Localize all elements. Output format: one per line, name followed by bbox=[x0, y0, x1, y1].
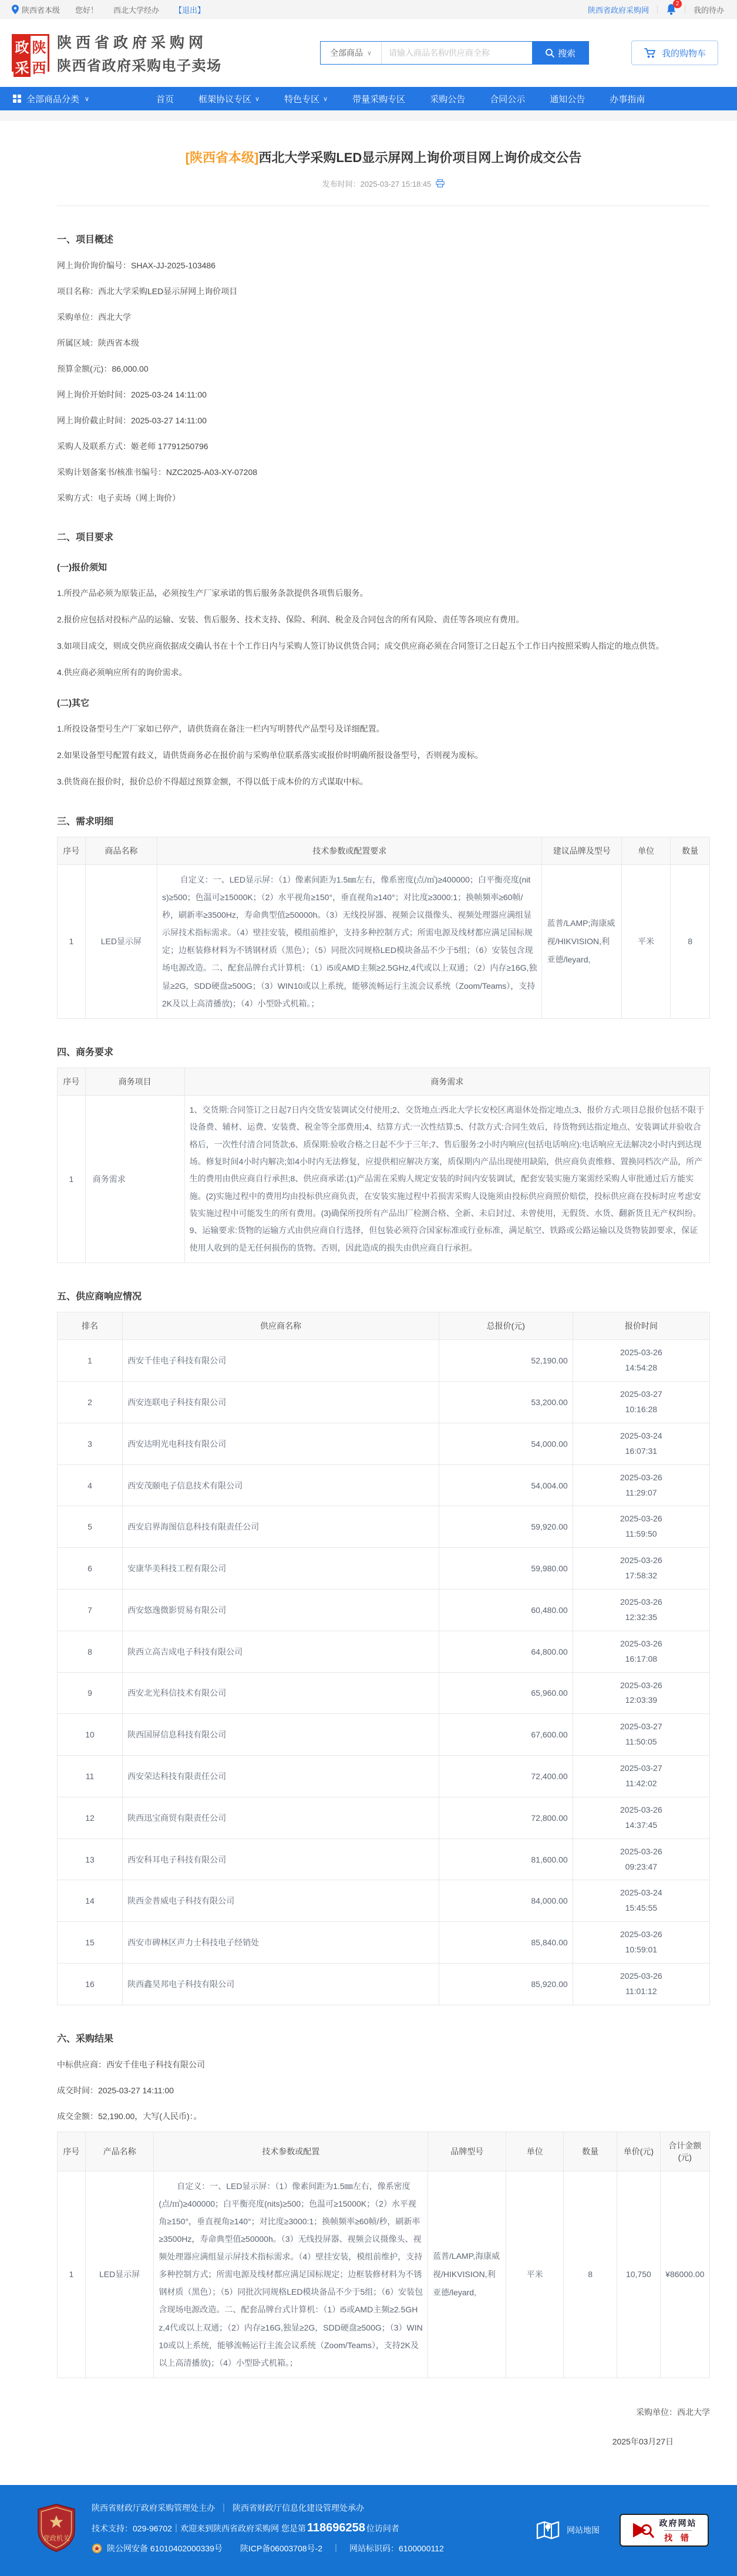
site-logo[interactable] bbox=[12, 31, 222, 75]
logo-seal bbox=[12, 34, 49, 76]
section-overview-heading: 一、项目概述 bbox=[57, 235, 114, 245]
table-row bbox=[58, 1340, 710, 1382]
field-label: 成交时间： bbox=[57, 2085, 98, 2095]
business-no: 1 bbox=[58, 1095, 86, 1263]
field-label: 网上询价询价编号： bbox=[57, 261, 131, 270]
supplier-time: 2025-03-26 14:54:28 bbox=[573, 1340, 709, 1382]
other-item: 1.所投设备型号生产厂家如已停产，请供货商在备注一栏内写明替代产品型号及详细配置。 bbox=[57, 724, 385, 733]
nav-item-volume-purchase-zone[interactable] bbox=[352, 93, 405, 105]
result-unit-price: 10,750 bbox=[617, 2171, 660, 2378]
field-label: 网上询价开始时间： bbox=[57, 390, 131, 399]
divider bbox=[657, 5, 658, 14]
supplier-name: 西安北光科信技术有限公司 bbox=[123, 1672, 439, 1714]
result-unit: 平米 bbox=[506, 2171, 564, 2378]
field-project-name bbox=[57, 285, 710, 297]
nav-item-label: 首页 bbox=[156, 94, 174, 105]
col-header: 产品名称 bbox=[85, 2131, 154, 2171]
field-start-time bbox=[57, 389, 710, 400]
search-bar bbox=[320, 41, 589, 65]
field-value: 西北大学 bbox=[98, 312, 131, 322]
col-header: 技术参数或配置要求 bbox=[157, 837, 542, 865]
field-winner bbox=[57, 2059, 710, 2070]
suppliers-table bbox=[57, 1312, 710, 2005]
col-header: 单价(元) bbox=[617, 2131, 660, 2171]
demand-qty: 8 bbox=[671, 865, 710, 1019]
catalog-menu-button[interactable] bbox=[0, 93, 134, 105]
field-deadline bbox=[57, 415, 710, 426]
seal-char: 陕 bbox=[31, 36, 48, 56]
supplier-time: 2025-03-26 16:17:08 bbox=[573, 1631, 709, 1672]
supplier-rank: 9 bbox=[58, 1672, 123, 1714]
seal-char: 采 bbox=[14, 56, 31, 77]
top-utility-bar bbox=[0, 0, 737, 19]
todo-link[interactable]: 我的待办 bbox=[693, 5, 724, 15]
business-table bbox=[57, 1068, 710, 1264]
notice-item: 1.所投产品必须为原装正品，必须按生产厂家承诺的售后服务条款提供各项售后服务。 bbox=[57, 588, 368, 598]
nav-sub-strip bbox=[0, 110, 737, 121]
section-result-heading: 六、采购结果 bbox=[57, 2033, 114, 2044]
badge-line2: 找 错 bbox=[664, 2530, 692, 2544]
nav-item-label: 通知公告 bbox=[550, 94, 585, 105]
supplier-time: 2025-03-26 11:59:50 bbox=[573, 1506, 709, 1548]
nav-item-contract-publicity[interactable] bbox=[490, 93, 525, 105]
field-value: 52,190.00，大写(人民币)：。 bbox=[98, 2111, 202, 2121]
supplier-name: 西安千佳电子科技有限公司 bbox=[123, 1340, 439, 1382]
field-deal-amount bbox=[57, 2110, 710, 2122]
table-row bbox=[58, 1423, 710, 1464]
search-button-label: 搜索 bbox=[557, 48, 576, 59]
other-item: 2.如果设备型号配置有歧义，请供货商务必在报价前与采购单位联系落实或报价时明确所报设备型号，否则视为废标。 bbox=[57, 750, 483, 760]
search-icon bbox=[545, 48, 554, 58]
gov-site-error-report-badge[interactable] bbox=[620, 2514, 709, 2547]
demand-table bbox=[57, 837, 710, 1019]
signature-purchaser: 采购单位：西北大学 bbox=[636, 2407, 710, 2417]
nav-item-procurement-announcements[interactable] bbox=[430, 93, 465, 105]
supplier-price: 52,190.00 bbox=[439, 1340, 573, 1382]
nav-item-featured-zone[interactable] bbox=[284, 93, 328, 105]
col-header: 序号 bbox=[58, 1068, 86, 1095]
notification-bell[interactable] bbox=[666, 1, 679, 15]
table-row bbox=[58, 1963, 710, 2005]
table-row bbox=[58, 1095, 710, 1263]
other-heading: (二)其它 bbox=[57, 698, 89, 708]
party-gov-shield-badge bbox=[36, 2504, 76, 2555]
supplier-rank: 14 bbox=[58, 1880, 123, 1922]
table-header-row bbox=[58, 837, 710, 865]
footer bbox=[0, 2485, 737, 2576]
site-header bbox=[0, 19, 737, 87]
user-name: 西北大学经办 bbox=[113, 5, 160, 15]
sitemap-link[interactable] bbox=[536, 2520, 600, 2541]
chevron-down-icon: ∨ bbox=[323, 95, 328, 103]
grid-icon bbox=[13, 95, 21, 103]
supplier-rank: 1 bbox=[58, 1340, 123, 1382]
field-purchaser bbox=[57, 311, 710, 323]
nav-item-service-guide[interactable] bbox=[610, 93, 645, 105]
supplier-price: 59,980.00 bbox=[439, 1548, 573, 1590]
table-row bbox=[58, 1382, 710, 1423]
supplier-time: 2025-03-26 11:29:07 bbox=[573, 1464, 709, 1506]
col-header: 单位 bbox=[622, 837, 671, 865]
supplier-price: 81,600.00 bbox=[439, 1838, 573, 1880]
public-security-emblem-icon bbox=[92, 2543, 102, 2554]
field-value: 2025-03-27 14:11:00 bbox=[98, 2085, 174, 2095]
field-label: 采购人及联系方式： bbox=[57, 442, 131, 451]
supplier-name: 西安启界海图信息科技有限责任公司 bbox=[123, 1506, 439, 1548]
field-value: NZC2025-A03-XY-07208 bbox=[166, 467, 258, 477]
notice-item: 3.如项目成交，则成交供应商依据成交确认书在十个工作日内与采购人签订协议供货合同；成交供应商必须在合同签订之日起五个工作日内按照采购人指定的地点供货。 bbox=[57, 641, 664, 651]
field-value: 西北大学采购LED显示屏网上询价项目 bbox=[98, 287, 238, 296]
table-row bbox=[58, 1756, 710, 1797]
publish-time-value: 2025-03-27 15:18:45 bbox=[360, 180, 432, 188]
supplier-name: 西安达明光电科技有限公司 bbox=[123, 1423, 439, 1464]
supplier-time: 2025-03-26 11:01:12 bbox=[573, 1963, 709, 2005]
location-label: 陕西省本级 bbox=[22, 5, 60, 15]
field-inquiry-no bbox=[57, 260, 710, 271]
field-label: 网上询价截止时间： bbox=[57, 416, 131, 425]
footer-organizer-line: 陕西省财政厅政府采购管理处主办 ｜ 陕西省财政厅信息化建设管理处承办 bbox=[92, 2503, 364, 2513]
col-header: 单位 bbox=[506, 2131, 564, 2171]
col-header: 报价时间 bbox=[573, 1312, 709, 1340]
field-budget bbox=[57, 363, 710, 375]
col-header: 数量 bbox=[671, 837, 710, 865]
field-method bbox=[57, 492, 710, 504]
signature-date: 2025年03月27日 bbox=[612, 2436, 674, 2446]
badge-line1: 政府网站 bbox=[659, 2518, 697, 2528]
supplier-price: 54,000.00 bbox=[439, 1423, 573, 1464]
table-row bbox=[58, 1880, 710, 1922]
supplier-time: 2025-03-24 16:07:31 bbox=[573, 1423, 709, 1464]
supplier-name: 西安连联电子科技有限公司 bbox=[123, 1382, 439, 1423]
col-header: 排名 bbox=[58, 1312, 123, 1340]
business-item: 商务需求 bbox=[85, 1095, 184, 1263]
section-business-heading: 四、商务要求 bbox=[57, 1047, 114, 1058]
supplier-price: 85,840.00 bbox=[439, 1922, 573, 1964]
section-suppliers-heading: 五、供应商响应情况 bbox=[57, 1292, 142, 1302]
nav-item-label: 特色专区 bbox=[284, 94, 320, 105]
supplier-time: 2025-03-24 15:45:55 bbox=[573, 1880, 709, 1922]
supplier-rank: 6 bbox=[58, 1548, 123, 1590]
nav-item-label: 办事指南 bbox=[610, 94, 645, 105]
supplier-rank: 11 bbox=[58, 1756, 123, 1797]
nav-item-label: 带量采购专区 bbox=[352, 94, 406, 105]
chevron-down-icon: ∨ bbox=[255, 95, 260, 103]
table-header-row bbox=[58, 1068, 710, 1095]
table-row bbox=[58, 2171, 710, 2378]
publish-time-row bbox=[57, 178, 710, 189]
supplier-time: 2025-03-27 10:16:28 bbox=[573, 1382, 709, 1423]
supplier-time: 2025-03-26 09:23:47 bbox=[573, 1838, 709, 1880]
cart-icon bbox=[644, 47, 657, 59]
cart-button-label: 我的购物车 bbox=[661, 48, 706, 59]
table-header-row bbox=[58, 2131, 710, 2171]
field-label: 项目名称： bbox=[57, 287, 98, 296]
field-value: 姬老师 17791250796 bbox=[131, 442, 208, 451]
footer-support-line: 技术支持：029-96702｜欢迎来到陕西省政府采购网 您是第 118696258 位访问者 bbox=[92, 2521, 399, 2534]
search-category-label: 全部商品 bbox=[329, 48, 363, 58]
field-label: 采购单位： bbox=[57, 312, 98, 322]
location-selector[interactable] bbox=[12, 4, 60, 15]
supplier-time: 2025-03-26 10:59:01 bbox=[573, 1922, 709, 1964]
chevron-down-icon: ∨ bbox=[85, 95, 90, 103]
supplier-name: 陕西立高吉成电子科技有限公司 bbox=[123, 1631, 439, 1672]
announcement-content bbox=[57, 148, 710, 2453]
notice-item: 2.报价应包括对投标产品的运输、安装、售后服务、技术支持、保险、利润、税金及合同包含的所有风险、责任等各项应有费用。 bbox=[57, 615, 524, 624]
field-value: 86,000.00 bbox=[112, 364, 149, 373]
field-label: 中标供应商： bbox=[57, 2059, 106, 2069]
supplier-rank: 4 bbox=[58, 1464, 123, 1506]
supplier-name: 陕西迅宝商贸有限责任公司 bbox=[123, 1797, 439, 1838]
supplier-price: 67,600.00 bbox=[439, 1714, 573, 1756]
field-value: 陕西省本级 bbox=[98, 338, 139, 348]
result-total: ¥86000.00 bbox=[660, 2171, 709, 2378]
nav-item-label: 采购公告 bbox=[430, 94, 466, 105]
supplier-name: 西安荣达科技有限责任公司 bbox=[123, 1756, 439, 1797]
supplier-name: 陕西金普威电子科技有限公司 bbox=[123, 1880, 439, 1922]
table-row bbox=[58, 1464, 710, 1506]
icp-filing-link[interactable]: 陕ICP备06003708号-2 bbox=[240, 2543, 322, 2553]
result-spec: 自定义：一、LED显示屏：（1）像素间距为1.5㎜左右，像系密度(点/㎡)≥400000；白平衡亮度(nits)≥500；色温可≥15000K；（2）水平视角≥150°，垂直视角≥140°；对比度≥3000:1；换帧频率≥60帧/秒，刷新率≥3500Hz，寿命典型值≥50000h。（3）无线投屏器、视频会议摄像头、视频处理器应满组显示屏技术指标需求。（4）壁挂安装，模组前维护，支持多种控制方式；所需电源及线材都应满足国标规定；边框装修材料为不锈钢材质（黑色）；（5）同批次同规格LED模块备品不少于5组；（6）安装包含现场电源改造。二、配套品牌台式计算机：（1）i5或AMD主频≥2.5GHz,4代或以上双通；（2）内存≥16G,独显≥2G，SDD硬盘≥500G；（3）WIN10或以上系统，能够流畅运行主流会议系统（Zoom/Teams），支持2K及以上高清播放)；（4）小型卧式机箱。； bbox=[154, 2171, 428, 2378]
quote-notice-heading: (一)报价须知 bbox=[57, 563, 107, 573]
print-icon[interactable] bbox=[436, 179, 445, 188]
seal-char: 西 bbox=[31, 56, 48, 77]
supplier-rank: 2 bbox=[58, 1382, 123, 1423]
field-contact bbox=[57, 440, 710, 452]
table-row bbox=[58, 1797, 710, 1838]
table-row bbox=[58, 1672, 710, 1714]
error-finder-icon bbox=[632, 2520, 654, 2541]
chevron-down-icon: ∨ bbox=[366, 49, 372, 57]
catalog-label: 全部商品分类 bbox=[26, 94, 80, 105]
supplier-rank: 8 bbox=[58, 1631, 123, 1672]
demand-product-name: LED显示屏 bbox=[85, 865, 157, 1019]
field-plan-no bbox=[57, 466, 710, 478]
col-header: 品牌型号 bbox=[428, 2131, 506, 2171]
site-title-line2: 陕西省政府采购电子卖场 bbox=[57, 58, 222, 74]
supplier-price: 64,800.00 bbox=[439, 1631, 573, 1672]
table-row bbox=[58, 1631, 710, 1672]
col-header: 总报价(元) bbox=[439, 1312, 573, 1340]
table-row bbox=[58, 1548, 710, 1590]
col-header: 商务需求 bbox=[184, 1068, 709, 1095]
nav-item-home[interactable] bbox=[156, 93, 174, 105]
field-value: SHAX-JJ-2025-103486 bbox=[131, 261, 216, 270]
supplier-price: 53,200.00 bbox=[439, 1382, 573, 1423]
site-home-link[interactable]: 陕西省政府采购网 bbox=[587, 5, 649, 15]
location-pin-icon bbox=[12, 5, 19, 14]
supplier-name: 西安悠逸微影贸易有限公司 bbox=[123, 1589, 439, 1631]
supplier-rank: 10 bbox=[58, 1714, 123, 1756]
table-row bbox=[58, 1714, 710, 1756]
region-tag: [陕西省本级] bbox=[185, 150, 259, 165]
supplier-price: 72,400.00 bbox=[439, 1756, 573, 1797]
field-region bbox=[57, 337, 710, 349]
search-button[interactable] bbox=[532, 42, 588, 64]
result-qty: 8 bbox=[564, 2171, 617, 2378]
supplier-time: 2025-03-27 11:50:05 bbox=[573, 1714, 709, 1756]
result-brand: 蓝普/LAMP,海康威视/HIKVISION,利亚德/leyard, bbox=[428, 2171, 506, 2378]
table-row bbox=[58, 1589, 710, 1631]
field-label: 采购方式： bbox=[57, 493, 98, 503]
field-deal-time bbox=[57, 2085, 710, 2096]
sitemap-label: 网站地图 bbox=[567, 2526, 600, 2535]
result-table bbox=[57, 2131, 710, 2378]
field-value: 2025-03-24 14:11:00 bbox=[131, 390, 207, 399]
supplier-name: 陕西国屏信息科技有限公司 bbox=[123, 1714, 439, 1756]
supplier-rank: 5 bbox=[58, 1506, 123, 1548]
footer-filing-line: 陕公网安备 61010402000339号 陕ICP备06003708号-2 ｜ 网站标识码：6100000112 bbox=[92, 2538, 444, 2558]
supplier-time: 2025-03-26 12:03:39 bbox=[573, 1672, 709, 1714]
shield-label: 党政机关 bbox=[43, 2535, 70, 2543]
search-category-select[interactable] bbox=[321, 42, 382, 64]
visitor-count: 118696258 bbox=[307, 2521, 365, 2534]
col-header: 商务项目 bbox=[85, 1068, 184, 1095]
map-icon bbox=[536, 2520, 560, 2541]
page-title bbox=[57, 148, 710, 166]
demand-no: 1 bbox=[58, 865, 86, 1019]
supplier-time: 2025-03-26 17:58:32 bbox=[573, 1548, 709, 1590]
field-value: 西安千佳电子科技有限公司 bbox=[106, 2059, 205, 2069]
table-header-row bbox=[58, 1312, 710, 1340]
col-header: 技术参数或配置 bbox=[154, 2131, 428, 2171]
supplier-rank: 12 bbox=[58, 1797, 123, 1838]
greeting-text: 您好！ bbox=[75, 5, 99, 15]
supplier-price: 54,004.00 bbox=[439, 1464, 573, 1506]
search-input[interactable] bbox=[382, 42, 532, 64]
logout-link[interactable]: 【退出】 bbox=[174, 5, 206, 15]
field-label: 所属区域： bbox=[57, 338, 98, 348]
supplier-price: 85,920.00 bbox=[439, 1963, 573, 2005]
seal-char: 政 bbox=[14, 36, 31, 56]
table-row bbox=[58, 1506, 710, 1548]
col-header: 数量 bbox=[564, 2131, 617, 2171]
announcement-title-text: 西北大学采购LED显示屏网上询价项目网上询价成交公告 bbox=[258, 150, 582, 165]
field-value: 电子卖场（网上询价） bbox=[98, 493, 180, 503]
col-header: 序号 bbox=[58, 2131, 86, 2171]
cart-button[interactable] bbox=[631, 41, 718, 65]
public-security-filing-link[interactable]: 陕公网安备 61010402000339号 bbox=[107, 2543, 223, 2553]
publish-time-label: 发布时间： bbox=[322, 180, 361, 188]
col-header: 供应商名称 bbox=[123, 1312, 439, 1340]
supplier-time: 2025-03-27 11:42:02 bbox=[573, 1756, 709, 1797]
supplier-rank: 16 bbox=[58, 1963, 123, 2005]
supplier-rank: 3 bbox=[58, 1423, 123, 1464]
nav-item-label: 框架协议专区 bbox=[198, 94, 252, 105]
nav-item-framework-zone[interactable] bbox=[198, 93, 260, 105]
supplier-price: 72,800.00 bbox=[439, 1797, 573, 1838]
supplier-name: 陕西鑫昊邦电子科技有限公司 bbox=[123, 1963, 439, 2005]
table-row bbox=[58, 1838, 710, 1880]
supplier-rank: 7 bbox=[58, 1589, 123, 1631]
result-product-name: LED显示屏 bbox=[85, 2171, 154, 2378]
supplier-price: 65,960.00 bbox=[439, 1672, 573, 1714]
nav-item-label: 合同公示 bbox=[490, 94, 526, 105]
demand-unit: 平米 bbox=[622, 865, 671, 1019]
section-requirements-heading: 二、项目要求 bbox=[57, 533, 114, 543]
supplier-rank: 13 bbox=[58, 1838, 123, 1880]
col-header: 序号 bbox=[58, 837, 86, 865]
supplier-name: 西安市碑林区声力士科技电子经销处 bbox=[123, 1922, 439, 1964]
supplier-price: 60,480.00 bbox=[439, 1589, 573, 1631]
business-detail: 1、交货期:合同签订之日起7日内交货安装调试交付使用;2、交货地点:西北大学长安校区离退休处指定地点;3、报价方式:项目总报价包括不限于设备费、辅材、运费、安装费、税金等全部费用;4、结算方式:一次性结算;5、付款方式:合同生效后，待货物到达指定地点、安装调试并验收合格后，一次性付清合同货款;6、质保期:验收合格之日起不少于三年;7、售后服务:2小时内响应(包括电话响应):电话响应无法解决2小时内到达现场。修复时间4小时内解决;如4小时内无法修复，应提供相应解决方案，质保期内产品出现使用缺陷，供应商负责维修、置换同档次产品，所产生的费用由供应商自行承担;8、供应商承诺:(1)产品需在采购人规定安装的时间内安装调试，配套安装实施方案需经采购人审批通过后方能实施。(2)实施过程中的费用均由投标供应商负责，在安装实施过程中若损害采购人设施须由投标供应商照价赔偿，投标供应商在投标时应考虑安装实施过程中可能发生的所有费用。(3)确保所投所有产品出厂检测合格、全新、未启封过、未曾使用，无假货、水货、翻新货且无产权纠纷。9、运输要求:货物的运输方式由供应商自行选择，但包装必须符合国家标准或行业标准，满足航空、铁路或公路运输以及货物装卸要求，保证使用人收到的是无任何损伤的货物。否则，因此造成的损失由供应商自行承担。 bbox=[184, 1095, 709, 1263]
demand-brand: 蓝普/LAMP;海康威视/HIKVISION,利亚德/leyard, bbox=[542, 865, 622, 1019]
table-row bbox=[58, 865, 710, 1019]
supplier-price: 59,920.00 bbox=[439, 1506, 573, 1548]
supplier-price: 84,000.00 bbox=[439, 1880, 573, 1922]
field-label: 预算金额(元)： bbox=[57, 364, 112, 373]
field-label: 采购计划备案书/核准书编号： bbox=[57, 467, 166, 477]
site-title-line1: 陕西省政府采购网 bbox=[57, 35, 208, 51]
supplier-time: 2025-03-26 14:37:45 bbox=[573, 1797, 709, 1838]
supplier-rank: 15 bbox=[58, 1922, 123, 1964]
section-demand-heading: 三、需求明细 bbox=[57, 817, 114, 827]
field-label: 成交金额： bbox=[57, 2111, 98, 2121]
other-item: 3.供货商在报价时，报价总价不得超过预算金额，不得以低于成本价的方式谋取中标。 bbox=[57, 777, 368, 786]
site-code: 网站标识码：6100000112 bbox=[349, 2543, 444, 2553]
notice-item: 4.供应商必须响应所有的询价需求。 bbox=[57, 668, 187, 677]
supplier-name: 安康华美科技工程有限公司 bbox=[123, 1548, 439, 1590]
supplier-name: 西安科耳电子科技有限公司 bbox=[123, 1838, 439, 1880]
supplier-name: 西安茂颐电子信息技术有限公司 bbox=[123, 1464, 439, 1506]
main-nav bbox=[0, 87, 737, 110]
result-no: 1 bbox=[58, 2171, 86, 2378]
signature-block bbox=[57, 2406, 710, 2447]
notification-badge: 2 bbox=[673, 0, 682, 8]
demand-spec: 自定义：一、LED显示屏：（1）像素间距为1.5㎜左右，像系密度(点/㎡)≥400000；白平衡亮度(nits)≥500；色温可≥15000K；（2）水平视角≥150°，垂直视角≥140°；对比度≥3000:1；换帧频率≥60帧/秒，刷新率≥3500Hz，寿命典型值≥50000h。（3）无线投屏器、视频会议摄像头、视频处理器应满组显示屏技术指标需求。（4）壁挂安装，模组前维护，支持多种控制方式；所需电源及线材都应满足国标规定；边框装修材料为不锈钢材质（黑色）；（5）同批次同规格LED模块备品不少于5组；（6）安装包含现场电源改造。二、配套品牌台式计算机：（1）i5或AMD主频≥2.5GHz,4代或以上双通；（2）内存≥16G,独显≥2G，SDD硬盘≥500G；（3）WIN10或以上系统，能够流畅运行主流会议系统（Zoom/Teams），支持2K及以上高清播放)；（4）小型卧式机箱。； bbox=[157, 865, 542, 1019]
field-value: 2025-03-27 14:11:00 bbox=[131, 416, 207, 425]
col-header: 合计金额(元) bbox=[660, 2131, 709, 2171]
col-header: 建议品牌及型号 bbox=[542, 837, 622, 865]
supplier-time: 2025-03-26 12:32:35 bbox=[573, 1589, 709, 1631]
nav-item-notice-announcements[interactable] bbox=[550, 93, 585, 105]
col-header: 商品名称 bbox=[85, 837, 157, 865]
table-row bbox=[58, 1922, 710, 1964]
